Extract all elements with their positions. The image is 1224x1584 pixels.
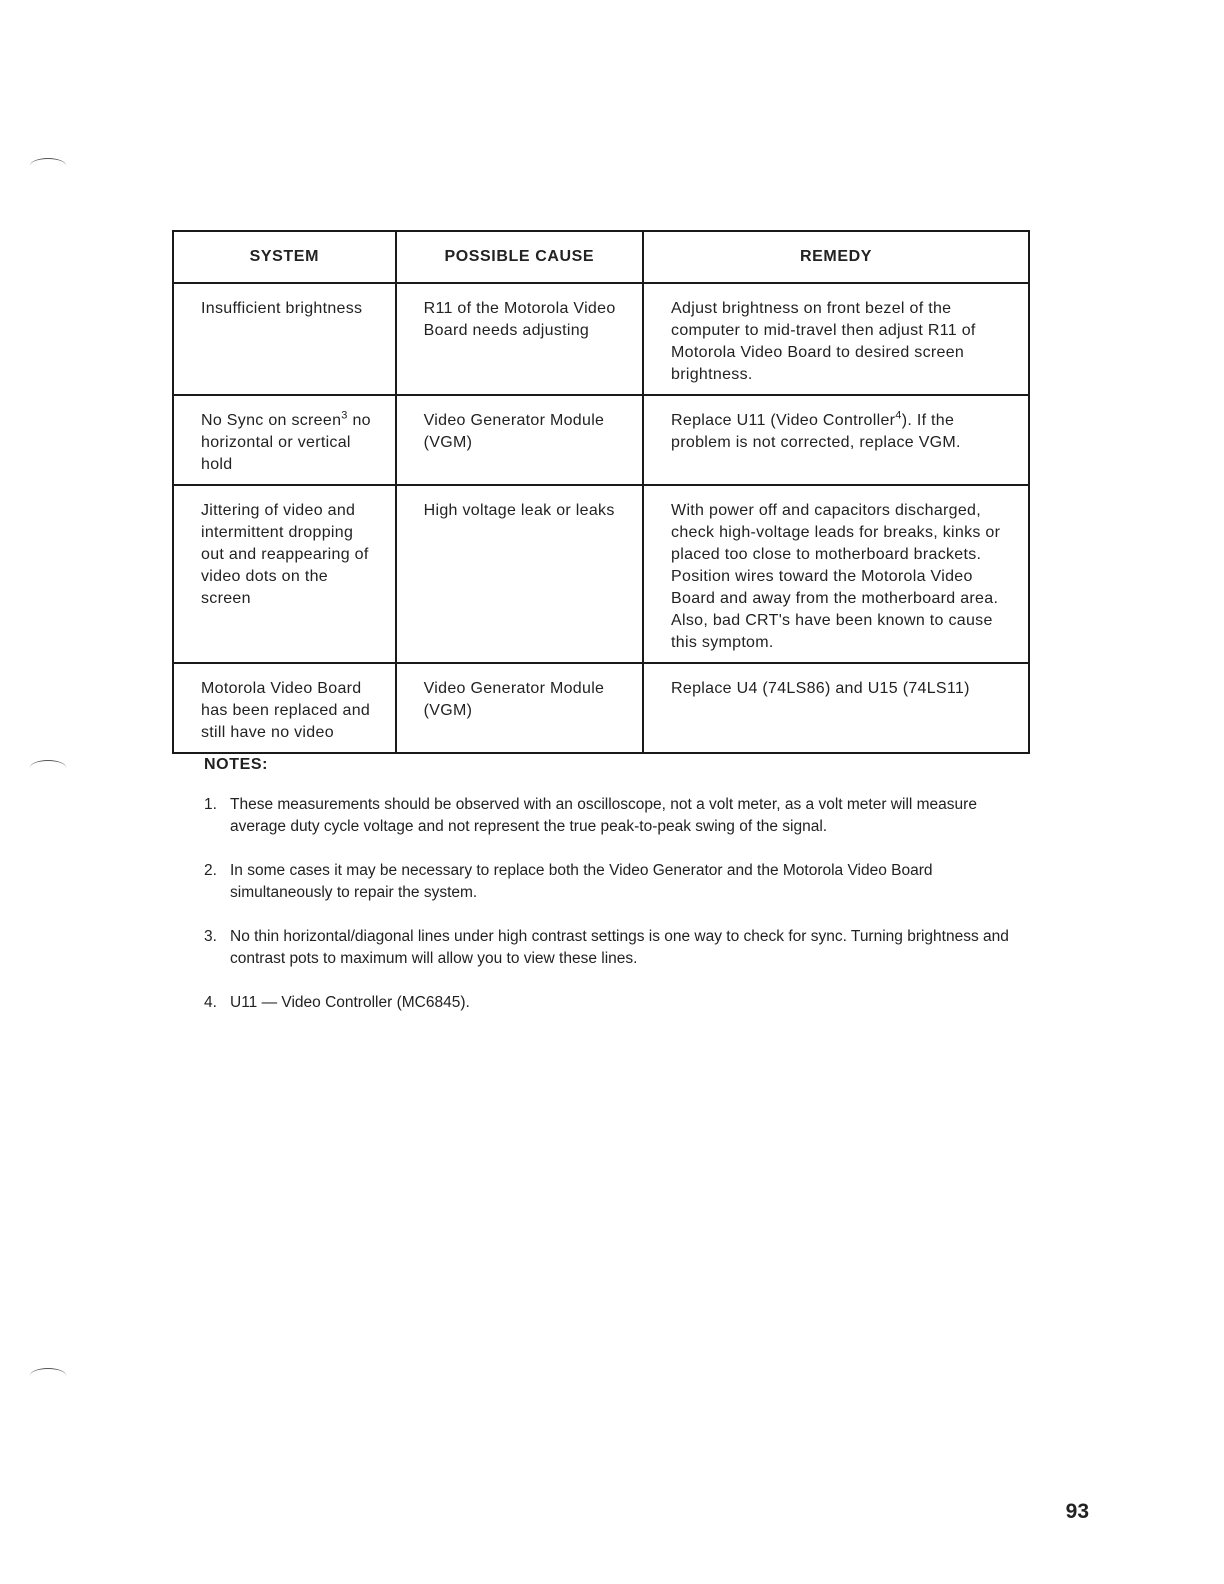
table-row — [173, 395, 1029, 485]
footnote-ref: 3 — [341, 409, 348, 422]
cell-remedy-text-cont: ). If the problem is not corrected, replace VGM. — [671, 412, 961, 451]
cell-system-text: No Sync on screen — [201, 412, 342, 429]
cell-remedy — [643, 395, 1029, 485]
note-number: 3. — [204, 928, 217, 945]
note-text: In some cases it may be necessary to replace both the Video Generator and the Motorola Video Board simultaneously to repair the system. — [230, 862, 933, 901]
table-row — [173, 283, 1029, 395]
cell-cause: High voltage leak or leaks — [396, 485, 643, 663]
note-text: No thin horizontal/diagonal lines under high contrast settings is one way to check for sync. Turning brightness and contrast pots to maximum will allow you to view these lines. — [230, 928, 1009, 967]
header-system: SYSTEM — [173, 231, 396, 283]
troubleshooting-table — [172, 230, 1030, 754]
note-item — [204, 860, 1024, 904]
table-row — [173, 485, 1029, 663]
notes-heading: NOTES: — [204, 756, 269, 773]
cell-system: Insufficient brightness — [173, 283, 396, 395]
cell-system — [173, 395, 396, 485]
note-text: These measurements should be observed with an oscilloscope, not a volt meter, as a volt meter will measure average duty cycle voltage and not represent the true peak-to-peak swing of the signal. — [230, 796, 977, 835]
note-number: 4. — [204, 994, 217, 1011]
binder-hole-mark — [30, 158, 66, 173]
cell-cause: Video Generator Module (VGM) — [396, 395, 643, 485]
note-item — [204, 992, 1024, 1014]
cell-system-text-cont: no horizontal or vertical hold — [201, 412, 371, 473]
notes-list — [204, 794, 1024, 1036]
header-possible-cause: POSSIBLE CAUSE — [396, 231, 643, 283]
binder-hole-mark — [30, 760, 66, 775]
note-item — [204, 794, 1024, 838]
footnote-ref: 4 — [895, 409, 902, 422]
note-number: 2. — [204, 862, 217, 879]
note-text: U11 — Video Controller (MC6845). — [230, 994, 470, 1011]
cell-remedy: Replace U4 (74LS86) and U15 (74LS11) — [643, 663, 1029, 753]
table-row — [173, 663, 1029, 753]
table-header-row — [173, 231, 1029, 283]
page-number: 93 — [1065, 1500, 1089, 1523]
cell-remedy-text: Replace U11 (Video Controller — [671, 412, 896, 429]
binder-hole-mark — [30, 1368, 66, 1383]
cell-cause: Video Generator Module (VGM) — [396, 663, 643, 753]
header-remedy: REMEDY — [643, 231, 1029, 283]
cell-remedy: Adjust brightness on front bezel of the computer to mid-travel then adjust R11 of Motorola Video Board to desired screen brightness. — [643, 283, 1029, 395]
cell-system: Motorola Video Board has been replaced and still have no video — [173, 663, 396, 753]
note-item — [204, 926, 1024, 970]
cell-remedy: With power off and capacitors discharged, check high-voltage leads for breaks, kinks or placed too close to motherboard brackets. Position wires toward the Motorola Video Board and away from the motherboard area. Also, bad CRT's have been known to cause this symptom. — [643, 485, 1029, 663]
note-number: 1. — [204, 796, 217, 813]
cell-cause: R11 of the Motorola Video Board needs adjusting — [396, 283, 643, 395]
cell-system: Jittering of video and intermittent dropping out and reappearing of video dots on the screen — [173, 485, 396, 663]
